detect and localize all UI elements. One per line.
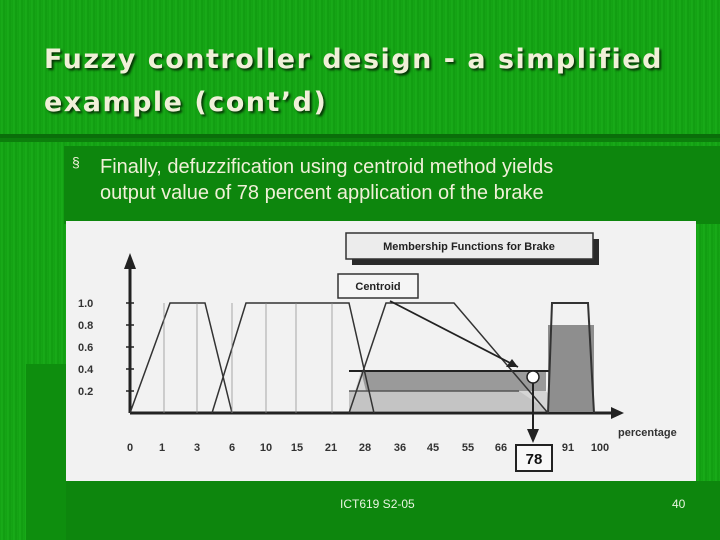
x-tick-label: 36: [393, 442, 407, 454]
title-line-1: Fuzzy controller design - a simplified: [44, 44, 663, 75]
x-tick-label: 91: [561, 442, 575, 454]
result-value: 78: [525, 451, 543, 468]
x-tick-label: 45: [426, 442, 440, 454]
x-tick-label: 28: [358, 442, 372, 454]
y-tick-label: 1.0: [78, 298, 94, 310]
bullet-line-1: Finally, defuzzification using centroid method yields: [100, 156, 554, 178]
title-divider-shadow: [0, 138, 720, 142]
x-tick-label: 1: [158, 442, 166, 454]
x-axis-arrow-icon: [611, 407, 624, 419]
title-line-2: example (cont’d): [44, 87, 328, 118]
centroid-label: Centroid: [355, 281, 401, 293]
bullet-icon: §: [72, 154, 80, 170]
x-tick-label: 10: [259, 442, 273, 454]
page-number: 40: [672, 497, 686, 511]
x-tick-label: 21: [324, 442, 338, 454]
clipped-region-shade: [361, 371, 546, 391]
x-tick-label: 15: [290, 442, 304, 454]
y-axis-arrow-icon: [124, 253, 136, 269]
centroid-arrow-head-icon: [506, 359, 518, 367]
x-axis-label: percentage: [618, 427, 677, 439]
x-tick-label: 3: [193, 442, 201, 454]
y-tick-label: 0.6: [78, 342, 94, 354]
bullet-text: [100, 154, 700, 206]
x-tick-label: 100: [590, 442, 610, 454]
y-tick-label: 0.4: [78, 364, 94, 376]
bullet-line-2: output value of 78 percent application of the brake: [100, 182, 544, 204]
centroid-arrow: [390, 301, 518, 367]
x-tick-label: 66: [494, 442, 508, 454]
centroid-drop-arrow-icon: [527, 429, 539, 443]
slide-title: [44, 38, 704, 124]
diagram-svg: [66, 221, 696, 481]
clipped-region-shade-2: [349, 391, 548, 411]
left-accent-bar: [26, 364, 66, 540]
footer-text: ICT619 S2-05: [340, 497, 415, 511]
x-tick-label: 0: [126, 442, 134, 454]
x-tick-label: 6: [228, 442, 236, 454]
x-tick-label: 55: [461, 442, 475, 454]
high-region-shade: [548, 325, 594, 411]
y-tick-label: 0.2: [78, 386, 94, 398]
centroid-point: [527, 371, 539, 383]
membership-diagram: [66, 221, 696, 481]
diagram-title: Membership Functions for Brake: [383, 241, 555, 253]
y-tick-label: 0.8: [78, 320, 94, 332]
